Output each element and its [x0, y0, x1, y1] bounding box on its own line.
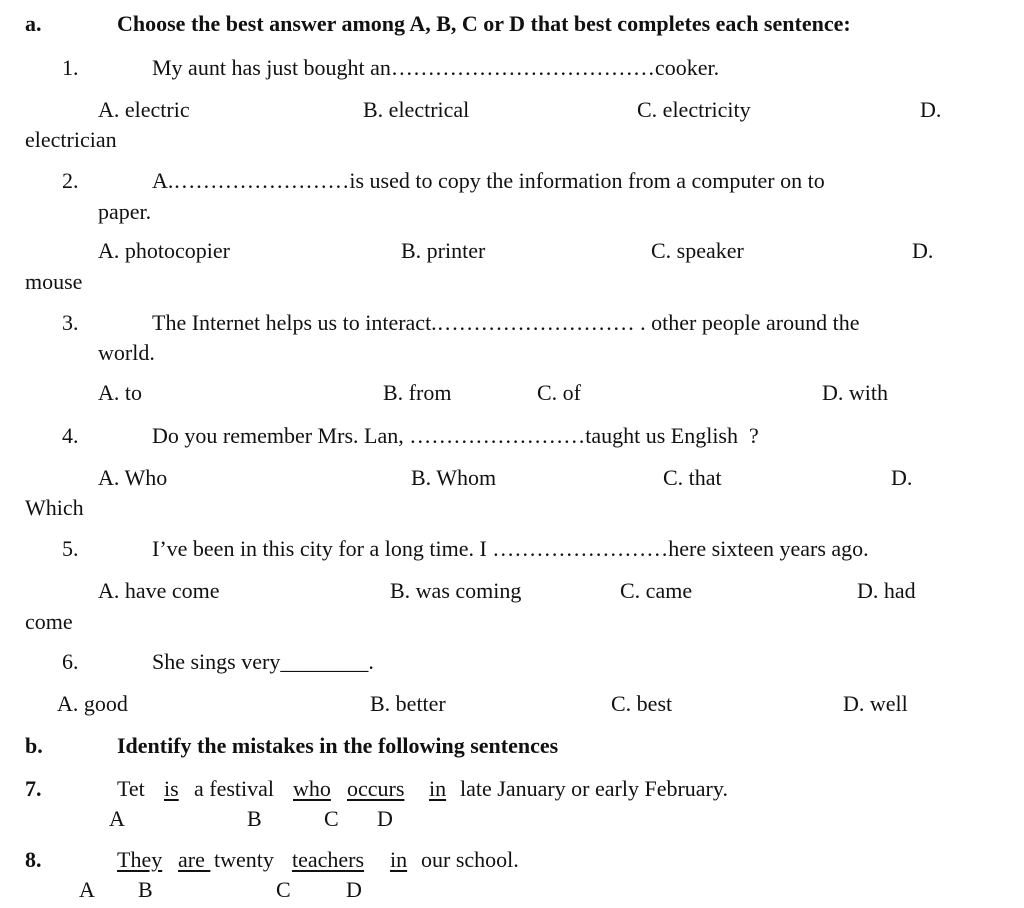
q7-word-1: Tet: [117, 776, 145, 801]
q1-option-d-cont: electrician: [25, 127, 117, 152]
q4-number: 4.: [62, 423, 79, 448]
q2-number: 2.: [62, 168, 79, 193]
q3-number: 3.: [62, 310, 79, 335]
q4-option-d-cont: Which: [25, 495, 84, 520]
q6-option-d: D. well: [843, 691, 908, 716]
q4-option-b: B. Whom: [411, 465, 497, 490]
q1-option-a: A. electric: [98, 97, 190, 122]
q7-label-c: C: [324, 806, 339, 831]
q2-stem-cont: paper.: [98, 199, 152, 224]
q2-option-d: D.: [912, 238, 934, 263]
q1-stem: My aunt has just bought an………………………………cooker.: [152, 55, 720, 80]
q8-label-d: D: [346, 877, 362, 902]
q7-label-b: B: [247, 806, 262, 831]
q5-option-c: C. came: [620, 578, 693, 603]
q7-word-5-underlined: occurs: [347, 776, 405, 801]
q7-word-2-underlined: is: [164, 776, 179, 801]
q8-word-6: our school.: [421, 847, 519, 872]
q7-word-6-underlined: in: [429, 776, 447, 801]
q1-option-c: C. electricity: [637, 97, 751, 122]
q1-number: 1.: [62, 55, 79, 80]
q1-option-d: D.: [920, 97, 942, 122]
q7-word-4-underlined: who: [293, 776, 331, 801]
q4-stem: Do you remember Mrs. Lan, ……………………taught us English ?: [152, 423, 759, 448]
q6-option-c: C. best: [611, 691, 673, 716]
q7-word-3: a festival: [194, 776, 275, 801]
section-a-letter: a.: [25, 11, 42, 36]
q6-stem: [152, 649, 374, 675]
q3-option-b: B. from: [383, 380, 452, 405]
q2-option-d-cont: mouse: [25, 269, 83, 294]
q6-option-a: A. good: [57, 691, 128, 716]
section-b-letter: b.: [25, 733, 43, 758]
q4-option-c: C. that: [663, 465, 722, 490]
q7-number: 7.: [25, 776, 42, 801]
q7-label-a: A: [109, 806, 125, 831]
q7-word-7: late January or early February.: [460, 776, 728, 801]
q5-option-b: B. was coming: [390, 578, 522, 603]
q4-option-a: A. Who: [98, 465, 168, 490]
q8-label-b: B: [138, 877, 153, 902]
q8-label-c: C: [276, 877, 291, 902]
q7-label-d: D: [377, 806, 393, 831]
q2-option-a: A. photocopier: [98, 238, 230, 263]
q5-number: 5.: [62, 536, 79, 561]
q6-number: 6.: [62, 649, 79, 674]
q6-blank: ________: [280, 649, 369, 674]
q5-option-d: D. had: [857, 578, 916, 603]
q2-option-c: C. speaker: [651, 238, 744, 263]
q8-word-5-underlined: in: [390, 847, 408, 872]
section-a-heading: Choose the best answer among A, B, C or D that best completes each sentence:: [117, 11, 851, 36]
q1-option-b: B. electrical: [363, 97, 470, 122]
q2-stem: A.……………………is used to copy the information from a computer on to: [152, 168, 825, 193]
q8-word-3: twenty: [214, 847, 274, 872]
q5-option-d-cont: come: [25, 609, 73, 634]
q8-word-4-underlined: teachers: [292, 847, 365, 872]
q6-stem-end: .: [368, 649, 374, 674]
q8-number: 8.: [25, 847, 42, 872]
q4-option-d: D.: [891, 465, 913, 490]
q2-option-b: B. printer: [401, 238, 486, 263]
q8-word-1-underlined: They: [117, 847, 163, 872]
q6-stem-text: She sings very: [152, 649, 281, 674]
section-b-heading: Identify the mistakes in the following sentences: [117, 733, 559, 758]
q5-option-a: A. have come: [98, 578, 220, 603]
q3-option-c: C. of: [537, 380, 581, 405]
q3-stem: The Internet helps us to interact.……………………… . other people around the: [152, 310, 860, 335]
q5-stem: I’ve been in this city for a long time. I ……………………here sixteen years ago.: [152, 536, 869, 561]
q3-option-a: A. to: [98, 380, 142, 405]
q6-option-b: B. better: [370, 691, 446, 716]
q8-word-2-underlined: are: [178, 847, 211, 872]
q3-stem-cont: world.: [98, 340, 155, 365]
q3-option-d: D. with: [822, 380, 888, 405]
q8-label-a: A: [79, 877, 95, 902]
